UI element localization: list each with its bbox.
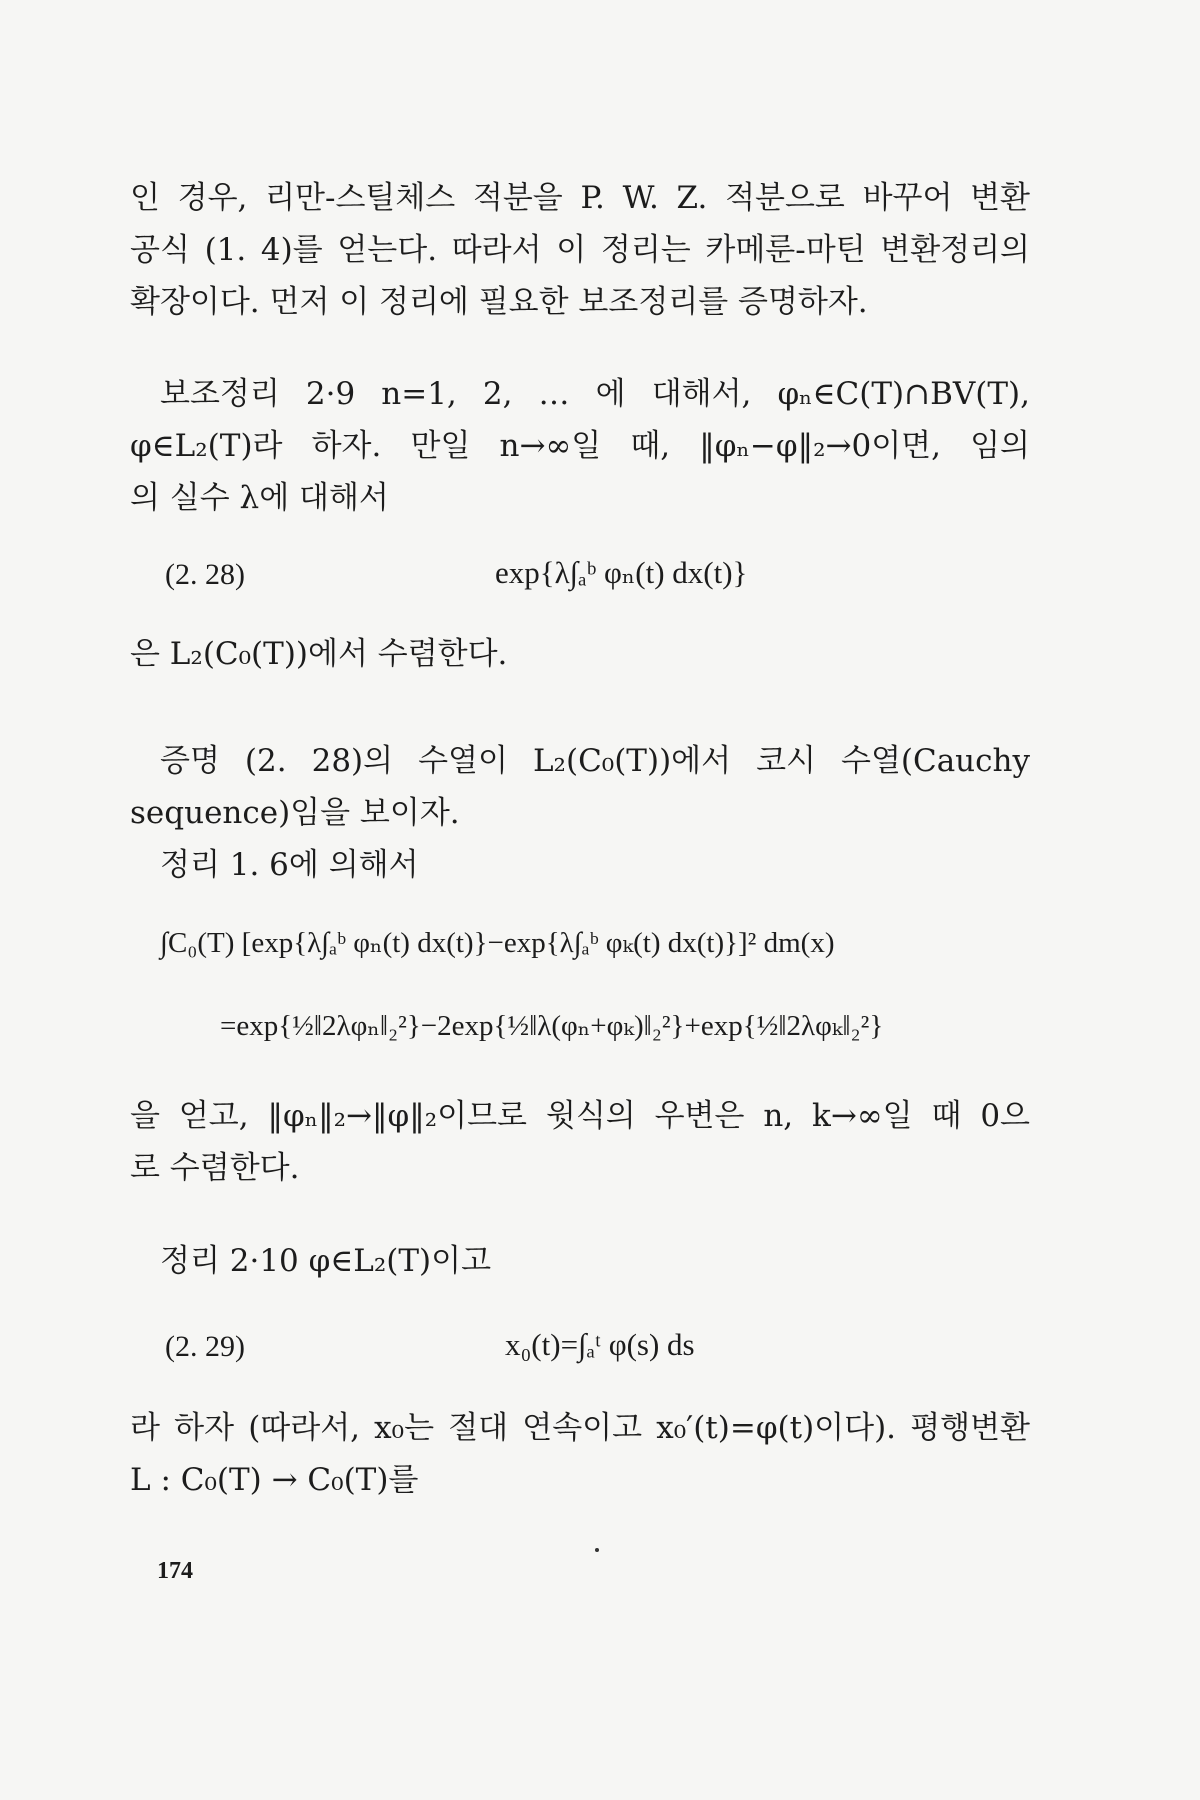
- proof-conclusion: [130, 1090, 1030, 1194]
- equation-2-29: x₀(t)=∫ₐᵗ φ(s) ds: [505, 1327, 695, 1362]
- text-line: L : C₀(T) → C₀(T)를: [130, 1462, 419, 1498]
- text-line: 인 경우, 리만-스틸체스 적분을 P. W. Z. 적분으로 바꾸어 변환: [130, 180, 1030, 216]
- proof-equation-line-2: =exp{½‖2λφₙ‖₂²}−2exp{½‖λ(φₙ+φₖ)‖₂²}+exp{½‖2λφₖ‖₂²}: [220, 1010, 884, 1042]
- text-line: 확장이다. 먼저 이 정리에 필요한 보조정리를 증명하자.: [130, 284, 868, 320]
- text-line: 은 L₂(C₀(T))에서 수렴한다.: [130, 636, 508, 672]
- equation-number: (2. 29): [165, 1330, 245, 1363]
- lemma-2-9: [130, 368, 1030, 524]
- proof-line: sequence)임을 보이자.: [130, 795, 460, 831]
- page-number: 174: [157, 1558, 193, 1584]
- proof-equation-line-1: ∫C₀(T) [exp{λ∫ₐᵇ φₙ(t) dx(t)}−exp{λ∫ₐᵇ φₖ(t) dx(t)}]² dm(x): [160, 927, 835, 959]
- theorem-heading: 정리 2·10 φ∈L₂(T)이고: [160, 1243, 492, 1279]
- text-line: 로 수렴한다.: [130, 1150, 300, 1186]
- equation-number: (2. 28): [165, 558, 245, 591]
- lemma-statement-line: 보조정리 2·9 n=1, 2, … 에 대해서, φₙ∈C(T)∩BV(T),: [160, 376, 1030, 412]
- intro-paragraph: [130, 172, 1030, 328]
- lemma-statement-line: 의 실수 λ에 대해서: [130, 480, 389, 516]
- text-line: 을 얻고, ‖φₙ‖₂→‖φ‖₂이므로 윗식의 우변은 n, k→∞일 때 0으: [130, 1098, 1030, 1134]
- lemma-conclusion: [130, 628, 1030, 680]
- theorem-continuation: [130, 1402, 1030, 1506]
- text-line: 라 하자 (따라서, x₀는 절대 연속이고 x₀′(t)=φ(t)이다). 평행변환: [130, 1410, 1030, 1446]
- text-line: 공식 (1. 4)를 얻는다. 따라서 이 정리는 카메룬-마틴 변환정리의: [130, 232, 1030, 268]
- theorem-2-10: [130, 1235, 1030, 1287]
- proof-block: [130, 735, 1030, 891]
- lemma-statement-line: φ∈L₂(T)라 하자. 만일 n→∞일 때, ‖φₙ−φ‖₂→0이면, 임의: [130, 428, 1030, 464]
- equation-2-28: exp{λ∫ₐᵇ φₙ(t) dx(t)}: [495, 555, 748, 590]
- proof-line: 증명 (2. 28)의 수열이 L₂(C₀(T))에서 코시 수열(Cauchy: [160, 743, 1030, 779]
- print-speck: [595, 1548, 599, 1552]
- proof-line: 정리 1. 6에 의해서: [160, 847, 419, 883]
